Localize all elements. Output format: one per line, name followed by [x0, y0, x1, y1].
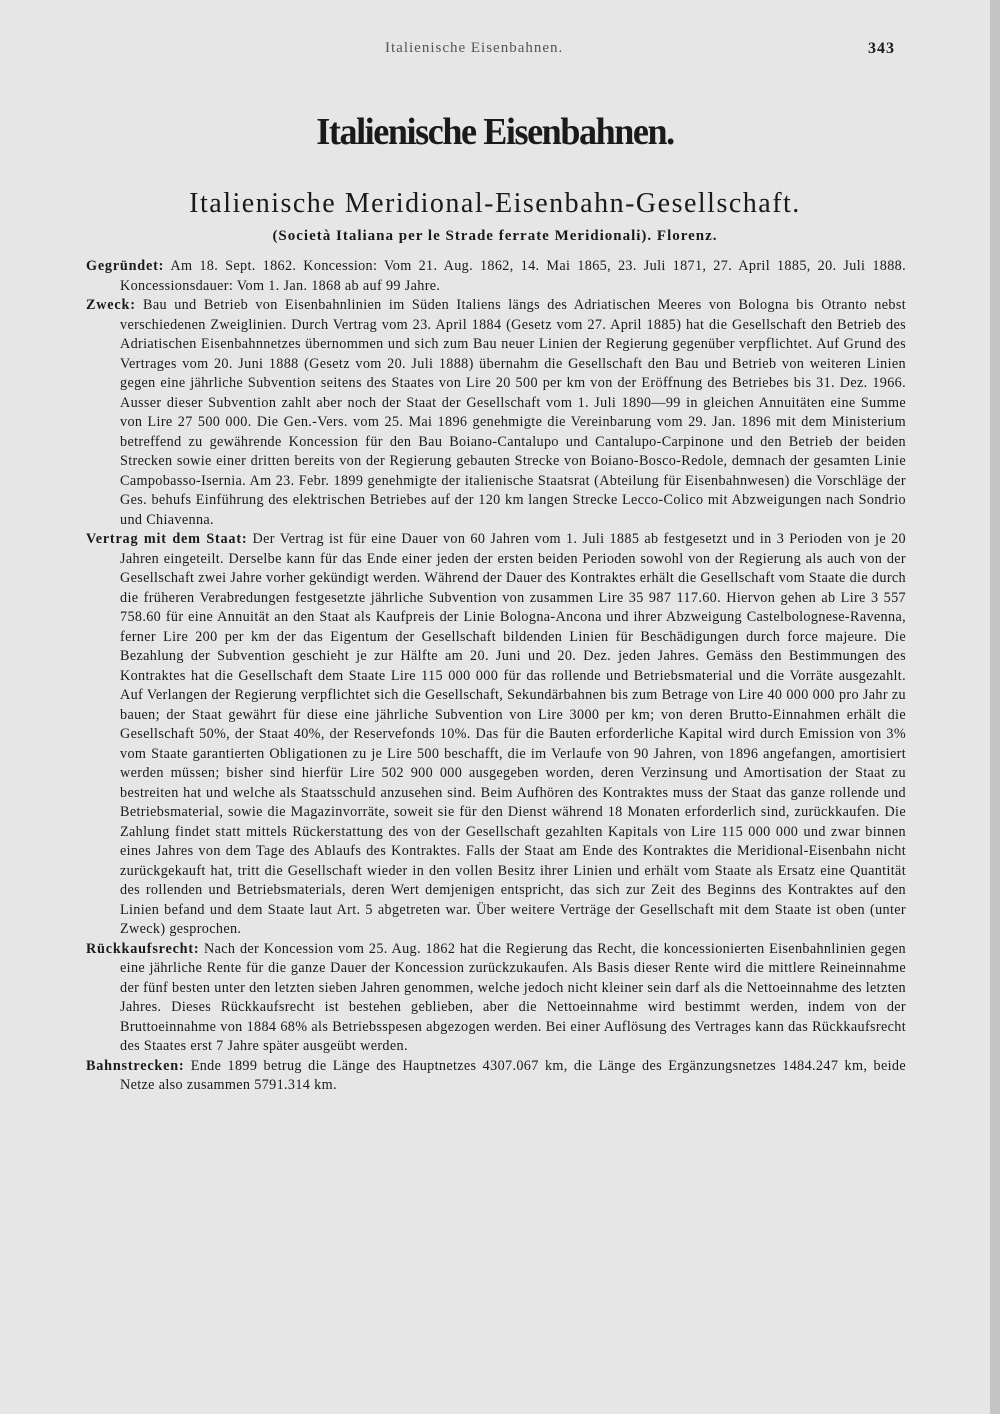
entry-term: Rückkaufsrecht:: [86, 940, 200, 957]
entry-state-contract: [86, 530, 906, 940]
entry-term: Gegründet:: [86, 258, 165, 274]
entry-rail-lines: [86, 1057, 906, 1096]
entry-term: Vertrag mit dem Staat:: [86, 531, 248, 547]
entry-text: Ende 1899 betrug die Länge des Hauptnetzes 4307.067 km, die Länge des Ergänzungsnetzes 1484.247 km, beide Netze also zusammen 5791.314 km.: [120, 1057, 906, 1093]
entry-purpose: [86, 296, 906, 530]
page-title: Italienische Eisenbahnen.: [316, 111, 674, 153]
entry-text: Bau und Betrieb von Eisenbahnlinien im Süden Italiens längs des Adriatischen Meeres von Bologna bis Otranto nebst verschiedenen Zweiglinien. Durch Vertrag vom 23. April 1884 (Gesetz vom 27. April 1885) hat die Gesellschaft den Betrieb des Adriatischen Eisenbahnnetzes übernommen und sich zum Bau neuer Linien der Regierung gegenüber verpflichtet. Auf Grund des Vertrages vom 20. Juni 1888 (Gesetz vom 20. Juli 1888) übernahm die Gesellschaft den Bau und Betrieb von weiteren Linien gegen eine jährliche Subvention seitens des Staates von Lire 20 500 per km von der Eröffnung des Betriebes bis 31. Dez. 1966. Ausser dieser Subvention zahlt aber noch der Staat der Gesellschaft vom 1. Juli 1890—99 in gleichen Annuitäten eine Summe von Lire 27 500 000. Die Gen.-Vers. vom 25. Mai 1896 genehmigte die Vereinbarung vom 29. Jan. 1896 mit dem Ministerium betreffend zu gewährende Koncession für den Bau Boiano-Cantalupo und Cantalupo-Carpinone und den Betrieb der beiden Strecken sowie einer dritten bereits von der Regierung gebauten Strecke von Boiano-Bosco-Redole, demnach der gesamten Linie Campobasso-Isernia. Am 23. Febr. 1899 genehmigte der italienische Staatsrat (Abteilung für Eisenbahnwesen) die Vorschläge der Ges. behufs Einführung des elektrischen Betriebes auf der 120 km langen Strecke Lecco-Colico mit Abzweigungen nach Sondrio und Chiavenna.: [120, 297, 906, 528]
entry-founded: [86, 257, 906, 296]
entry-text: Nach der Koncession vom 25. Aug. 1862 hat die Regierung das Recht, die koncessionierten Eisenbahnlinien gegen eine jährliche Rente für die ganze Dauer der Koncession zurückzukaufen. Als Basis dieser Rente wird die mittlere Reineinnahme der fünf besten unter den letzten sieben Jahren genommen, welche jedoch nicht kleiner sein darf als die Nettoeinnahme des letzten Jahres. Dieses Rückkaufsrecht ist bestehen geblieben, aber die Nettoeinnahme wird bestimmt werden, indem von der Bruttoeinnahme von 1884 68% als Betriebsspesen abgezogen werden. Bei einer Auflösung des Vertrages kann das Rückkaufsrecht des Staates erst 7 Jahre später ausgeübt werden.: [120, 940, 906, 1054]
company-subtitle: (Società Italiana per le Strade ferrate Meridionali). Florenz.: [272, 228, 718, 244]
page-edge: [990, 0, 1000, 1414]
company-title: Italienische Meridional-Eisenbahn-Gesellschaft.: [189, 188, 801, 219]
entry-buyback-right: [86, 940, 906, 1057]
running-title: Italienische Eisenbahnen.: [385, 40, 564, 56]
entry-term: Bahnstrecken:: [86, 1057, 185, 1074]
entry-text: Der Vertrag ist für eine Dauer von 60 Jahren vom 1. Juli 1885 ab festgesetzt und in 3 Perioden von je 20 Jahren eingeteilt. Derselbe kann für das Ende einer jeden der ersten beiden Perioden sowohl von der Regierung als auch von der Gesellschaft zwei Jahre vorher gekündigt werden. Während der Dauer des Kontraktes erhält die Gesellschaft vom Staate die durch die früheren Verabredungen festgesetzte jährliche Subvention von zusammen Lire 35 987 117.60. Hiervon gehen ab Lire 3 557 758.60 für eine Annuität an den Staat als Kaufpreis der Linie Bologna-Ancona und ihrer Abzweigung Castelbolognese-Ravenna, ferner Lire 200 per km der das Eigentum der Gesellschaft bildenden Linien für Beschädigungen durch force majeure. Die Bezahlung der Subvention geschieht je zur Hälfte am 20. Juni und 20. Dez. jeden Jahres. Gemäss den Bestimmungen des Kontraktes hat die Gesellschaft dem Staate Lire 115 000 000 für das rollende und Betriebsmaterial und die Vorräte ausgezahlt. Auf Verlangen der Regierung verpflichtet sich die Gesellschaft, Sekundärbahnen bis zum Betrage von Lire 40 000 000 pro Jahr zu bauen; der Staat gewährt für diese eine jährliche Subvention von Lire 3000 per km; von deren Brutto-Einnahmen erhält die Gesellschaft 50%, der Staat 40%, der Reservefonds 10%. Das für die Bauten erforderliche Kapital wird durch Emission von 3% vom Staate garantierten Obligationen zu je Lire 500 beschafft, die im Verlaufe von 90 Jahren, von 1896 angefangen, amortisiert werden müssen; bisher sind hierfür Lire 502 900 000 ausgegeben worden, deren Verzinsung und Amortisation der Staat zu bestreiten hat und welche als Staatsschuld anzusehen sind. Beim Aufhören des Kontraktes muss der Staat das ganze rollende und Betriebsmaterial, sowie die Magazinvorräte, soweit sie für den Dienst während 18 Monaten erforderlich sind, zurückkaufen. Die Zahlung findet statt mittels Rückerstattung des von der Gesellschaft gezahlten Kapitals von Lire 115 000 000 und zwar binnen eines Jahres von dem Tage des Ablaufs des Kontraktes. Falls der Staat am Ende des Kontraktes die Meridional-Eisenbahn nicht zurückgekauft hat, tritt die Gesellschaft wieder in den vollen Besitz ihrer Linien und erhält vom Staate als Ersatz eine Quantität des rollenden und Betriebsmaterials, deren Wert demjenigen entspricht, das sich zur Zeit des Beginns des Kontraktes auf den Linien befand und dem Staate laut Art. 5 abgetreten war. Über weitere Verträge der Gesellschaft mit dem Staate ist oben (unter Zweck) gesprochen.: [120, 531, 906, 937]
entry-text: Am 18. Sept. 1862. Koncession: Vom 21. Aug. 1862, 14. Mai 1865, 23. Juli 1871, 27. April 1885, 20. Juli 1888. Koncessionsdauer: Vom 1. Jan. 1868 ab auf 99 Jahre.: [120, 258, 906, 294]
entry-term: Zweck:: [86, 297, 136, 313]
entry-list: [86, 257, 906, 1096]
page-number: 343: [868, 40, 895, 57]
